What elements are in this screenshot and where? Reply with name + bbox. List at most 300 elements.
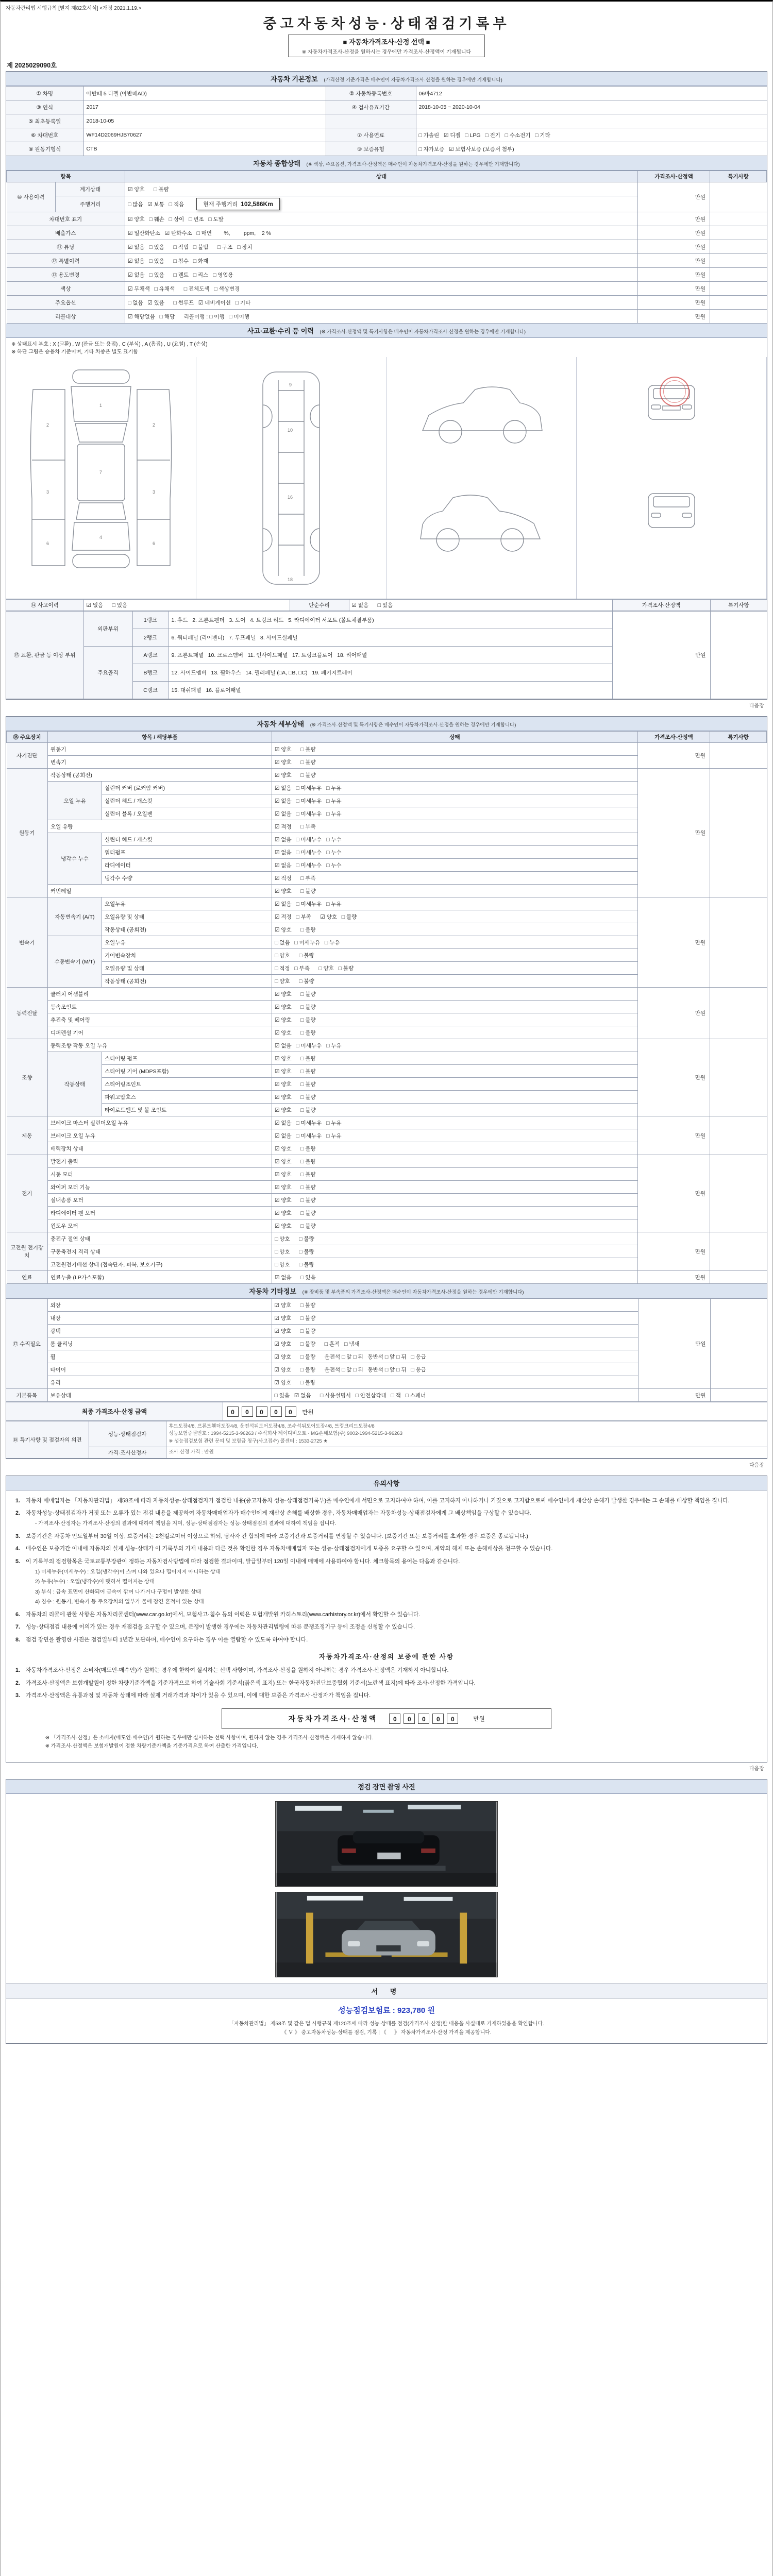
state-value: □ 양호 □ 불량 [272, 975, 638, 988]
price-value: 만원 [638, 1299, 710, 1389]
section-accident-history [6, 324, 767, 338]
accident-history-table [6, 599, 767, 611]
part-label: 오일 유량 [48, 820, 272, 833]
price-value: 만원 [638, 182, 710, 212]
item-label: 리콜대상 [7, 310, 125, 324]
notice-item [15, 1666, 758, 1675]
state-value: ☑ 양호 □ 불량 [272, 885, 638, 897]
rank-items: 15. 대쉬패널 16. 플로어패널 [169, 682, 612, 699]
part-label: 룸 클리닝 [47, 1337, 272, 1350]
column-header-price: 가격조사·산정액 [638, 171, 710, 182]
part-label: 커먼레일 [48, 885, 272, 897]
field-label: ⑧ 원동기형식 [6, 142, 83, 156]
item-label: 주행거리 [56, 196, 125, 212]
note-value [710, 268, 767, 282]
state-value: □ 없음 □ 미세누유 □ 누유 [272, 936, 638, 949]
part-label: 시동 모터 [48, 1168, 272, 1181]
section-basic-info [6, 72, 767, 86]
field-label: ④ 검사유효기간 [326, 100, 416, 114]
notice-text: 가격조사·산정액은 보험개발원이 정한 차량기준가액을 기준가격으로 하여 기술사회 기준서(붉은색 표지) 또는 한국자동차진단보증협회 기준서(노란색 표지)에 따라 조사·산정한 가격입니다. [26, 1680, 476, 1686]
final-price-table [6, 1402, 767, 1421]
accident-history-label: ⑭ 사고이력 [6, 600, 83, 611]
state-value: ☑ 양호 □ 불량 [272, 1155, 638, 1168]
notice-item [15, 1497, 758, 1505]
section-title: 자동차 기타정보 [249, 1287, 297, 1295]
price-digit: 0 [432, 1714, 444, 1724]
block-notices [6, 1476, 767, 1762]
subgroup-label: 오일 누유 [48, 782, 102, 820]
part-label: 광택 [47, 1325, 272, 1337]
price-digit: 0 [418, 1714, 429, 1724]
note-value [710, 296, 767, 310]
section-note: (※ 장비품 및 부속품의 가격조사·산정액은 매수인이 자동차가격조사·산정을 원하는 경우에만 기재합니다) [302, 1290, 524, 1295]
part-label: 기어변속장치 [102, 949, 272, 962]
odometer-value: 102,586Km [241, 200, 273, 208]
state-value: □ 양호 □ 불량 [272, 1232, 638, 1245]
state-value: ☑ 양호 □ 불량 [272, 1207, 638, 1219]
notice-text: 자동차 매매업자는 「자동차관리법」 제58조에 따라 자동차성능·상태점검자가 점검한 내용(중고자동차 성능·상태점검기록부)을 매수인에게 서면으로 고지하여야 하며, 이를 고지하지 아니하거나 거짓으로 고지함으로써 매수인에게 재산상 손해가 발생한 경우에는 그 손해를 배상할 책임을 집니다. [26, 1497, 730, 1504]
svg-text:2: 2 [46, 422, 49, 428]
part-label: 실린더 커버 (로커암 커버) [102, 782, 272, 794]
section-note: (※ 가격조사·산정액 및 특기사항은 매수인이 자동차가격조사·산정을 원하는 경우에만 기재합니다) [320, 329, 526, 335]
svg-text:1: 1 [99, 402, 103, 408]
remarks-label: ⑱ 특기사항 및 점검자의 의견 [6, 1421, 89, 1459]
state-value: ☑ 없음 □ 미세누유 □ 누유 [272, 807, 638, 820]
state-value: ☑ 양호 □ 불량 [272, 1104, 638, 1116]
note-value [710, 1039, 767, 1116]
note-value [710, 769, 767, 897]
state-value: ☑ 양호 □ 불량 [272, 1312, 638, 1325]
notice-item [15, 1545, 758, 1553]
field-value: 2018-10-05 ~ 2020-10-04 [416, 100, 767, 114]
state-value: ☑ 없음 □ 미세누유 □ 누유 [272, 782, 638, 794]
note-value [710, 282, 767, 296]
remarks-line: 성능보험증권번호 : 1994-5215-3-96263 / 주식회사 제이디비오토 · MG손해보험(주) 9002-1994-5215-3-96263 [169, 1431, 402, 1437]
price-value: 만원 [638, 268, 710, 282]
column-header-device: ⑯ 주요장치 [7, 732, 48, 743]
state-value: ☑ 없음 □ 있음 □ 침수 □ 화재 [125, 254, 638, 268]
rank-label: C랭크 [132, 682, 169, 699]
car-side-view-icon [414, 365, 548, 591]
state-value: ☑ 없음 □ 미세누유 □ 누유 [272, 897, 638, 910]
diagram-side-views [386, 357, 577, 599]
rank-items: 9. 프론트패널 10. 크로스멤버 11. 인사이드패널 17. 트렁크플로어 18. 리어패널 [169, 647, 612, 664]
device-label: 원동기 [7, 769, 48, 897]
notice-text: 점검 장면을 촬영한 사진은 점검일부터 1년간 보관하며, 매수인이 요구하는 경우 이를 열람할 수 있도록 하여야 합니다. [26, 1637, 308, 1643]
price-value: 만원 [638, 1271, 710, 1284]
item-label: 차대번호 표기 [7, 212, 125, 226]
simple-repair-label: 단순수리 [290, 600, 349, 611]
notice-number: 3. [15, 1692, 21, 1699]
part-label: 실린더 헤드 / 개스킷 [102, 833, 272, 846]
next-page-label: 다음장 [749, 1766, 764, 1772]
price-digit: 0 [227, 1406, 239, 1417]
field-label: ⑦ 사용연료 [326, 128, 416, 142]
state-value: ☑ 양호 □ 불량 [272, 743, 638, 756]
subgroup-label: 냉각수 누수 [48, 833, 102, 885]
accident-history-value: ☑ 없음 □ 있음 [83, 600, 290, 611]
inspection-photo-1 [275, 1801, 498, 1887]
odometer-box: 현재 주행거리 102,586Km [196, 198, 280, 210]
part-label: 휠 [47, 1350, 272, 1363]
state-value: ☑ 양호 □ 불량 [272, 1026, 638, 1039]
car-top-view-unfolded-icon [24, 365, 178, 591]
notice-list [15, 1497, 758, 1645]
state-value: □ 있음 ☑ 없음 □ 사용설명서 □ 안전삼각대 □ 잭 □ 스패너 [272, 1389, 638, 1402]
state-value: ☑ 양호 □ 불량 [272, 1142, 638, 1155]
section-title: 자동차 기본정보 [271, 75, 318, 83]
part-label: 스티어링조인트 [102, 1078, 272, 1091]
note-value [710, 743, 767, 769]
remarks-line: 조사·산정 가격 : 만원 [169, 1449, 214, 1455]
part-label: 추진축 및 베어링 [48, 1013, 272, 1026]
notice-number: 1. [15, 1497, 21, 1504]
block-detail-condition [6, 716, 767, 1459]
document-title: 중고자동차성능·상태점검기록부 [263, 16, 510, 31]
device-label: ⑰ 수리필요 [6, 1299, 47, 1389]
notice-text: 자동차성능·상태점검자가 거짓 또는 오류가 있는 점검 내용을 제공하여 자동차매매업자가 매수인에게 재산상 손해를 배상한 경우, 자동차매매업자는 자동차성능·상태점검자에게 그 배상책임을 구상할 수 있습니다. [26, 1510, 531, 1517]
final-price-value [223, 1402, 767, 1421]
item-label: 배출가스 [7, 226, 125, 240]
section-photos [6, 1780, 767, 1794]
part-label: 오일누유 [102, 936, 272, 949]
next-page-label: 다음장 [749, 1462, 764, 1468]
state-value: ☑ 없음 □ 미세누유 □ 누유 [272, 1129, 638, 1142]
part-label: 작동상태 (공회전) [102, 975, 272, 988]
state-value: ☑ 양호 □ 불량 [272, 1194, 638, 1207]
notice-number: 1. [15, 1667, 21, 1673]
final-price-label: 최종 가격조사·산정 금액 [6, 1402, 223, 1421]
field-label: ⑥ 차대번호 [6, 128, 83, 142]
price-value: 만원 [638, 743, 710, 769]
state-value: ☑ 양호 □ 불량 [272, 769, 638, 782]
price-value: 만원 [638, 240, 710, 254]
state-value: ☑ 양호 □ 불량 [272, 1376, 638, 1389]
notice-number: 2. [15, 1510, 21, 1517]
svg-text:6: 6 [46, 540, 49, 546]
note-value [710, 1232, 767, 1271]
notice-item [15, 1611, 758, 1619]
part-label: 실내송풍 모터 [48, 1194, 272, 1207]
confirm-line-1: 「자동차관리법」 제58조 및 같은 법 시행규칙 제120조에 따라 성능·상태를 점검(가격조사·산정)한 내용을 사실대로 기재하였음을 확인합니다. [228, 2021, 544, 2027]
column-header-item: 항목 / 해당부품 [48, 732, 272, 743]
part-label: 브레이크 마스터 실린더오일 누유 [48, 1116, 272, 1129]
parts-section-label: ⑮ 교환, 판금 등 이상 부위 [6, 612, 83, 699]
state-value: □ 많음 ☑ 보통 □ 적음 현재 주행거리 102,586Km [125, 196, 638, 212]
device-label: 연료 [7, 1271, 48, 1284]
svg-text:3: 3 [46, 489, 49, 495]
diagram-body-panels [6, 357, 196, 599]
price-value: 만원 [638, 769, 710, 897]
price-box-note-line: ※ 「가격조사·산정」은 소비자(매도인·매수인)가 원하는 경우에만 실시하는 선택 사항이며, 원하지 않는 경우 가격조사·산정액은 기재하지 않습니다. [45, 1735, 374, 1741]
simple-repair-value: ☑ 없음 □ 있음 [349, 600, 612, 611]
price-box-note-line: ※ 가격조사·산정액은 보험개발원이 정한 차량기준가액을 기준가격으로 하여 산출한 가격입니다. [45, 1743, 259, 1750]
notice-number: 5. [15, 1558, 21, 1565]
column-header-note: 특기사항 [710, 732, 767, 743]
subgroup-label: 수동변속기 (M/T) [48, 936, 102, 988]
part-label: 고전원전기배선 상태 (접속단자, 피복, 보호기구) [48, 1258, 272, 1271]
next-page-label: 다음장 [749, 703, 764, 709]
state-value: ☑ 양호 □ 불량 [272, 1065, 638, 1078]
state-value: ☑ 양호 □ 불량 [272, 1078, 638, 1091]
svg-text:10: 10 [288, 427, 293, 433]
item-label: 계기상태 [56, 182, 125, 196]
column-header-state: 상태 [272, 732, 638, 743]
price-value: 만원 [638, 1039, 710, 1116]
note-value [710, 612, 767, 699]
detail-condition-table [6, 731, 767, 1284]
note-value [710, 310, 767, 324]
section-title: 자동차 세부상태 [257, 720, 305, 728]
state-mark-legend [6, 338, 767, 357]
device-label: 자기진단 [7, 743, 48, 769]
price-assessment-box [222, 1708, 551, 1729]
part-label: 파워고압호스 [102, 1091, 272, 1104]
notice-item [15, 1691, 758, 1700]
field-value [416, 114, 767, 128]
part-label: 윈도우 모터 [48, 1219, 272, 1232]
photo-wrap [6, 1794, 767, 1984]
exchange-repair-parts-table [6, 611, 767, 699]
part-label: 배력장치 상태 [48, 1142, 272, 1155]
part-label: 클러치 어셈블리 [48, 988, 272, 1001]
price-digit: 0 [285, 1406, 296, 1417]
price-box-unit: 만원 [473, 1716, 485, 1723]
note-value [710, 1155, 767, 1232]
final-price-unit: 만원 [302, 1409, 314, 1416]
field-value: CTB [83, 142, 326, 156]
part-label: 타이어 [47, 1363, 272, 1376]
section-note: (※ 색상, 주요옵션, 가격조사·산정액은 매수인이 자동차가격조사·산정을 원하는 경우에만 기재합니다) [306, 162, 520, 167]
part-label: 브레이크 오일 누유 [48, 1129, 272, 1142]
state-value: □ 없음 ☑ 있음 □ 썬루프 ☑ 네비게이션 □ 기타 [125, 296, 638, 310]
block-photos-signature [6, 1779, 767, 2044]
item-label: ⑪ 튜닝 [7, 240, 125, 254]
notice-number: 6. [15, 1611, 21, 1618]
overall-condition-table [6, 171, 767, 324]
price-value: 만원 [638, 1389, 710, 1402]
remarks-content [166, 1447, 767, 1458]
state-value: ☑ 양호 □ 불량 [272, 1168, 638, 1181]
state-value: ☑ 없음 □ 있음 □ 렌트 □ 리스 □ 영업용 [125, 268, 638, 282]
part-label: 라디에이터 팬 모터 [48, 1207, 272, 1219]
notice-number: 3. [15, 1533, 21, 1539]
note-value [710, 897, 767, 988]
state-value: ☑ 양호 □ 불량 [272, 923, 638, 936]
state-value: □ 양호 □ 불량 [272, 1245, 638, 1258]
section-detail-condition [6, 717, 767, 731]
state-value: ☑ 적정 □ 부족 [272, 872, 638, 885]
note-value [710, 1389, 767, 1402]
section-overall-condition [6, 156, 767, 171]
outer-panel-label: 외판부위 [83, 612, 132, 647]
notice-text: 가격조사·산정액은 유통과정 및 자동차 상태에 따라 실제 거래가격과 차이가 있을 수 있으며, 이에 대한 보증은 가격조사·산정자가 책임을 집니다. [26, 1692, 371, 1699]
price-box-label: 자동차가격조사·산정액 [288, 1715, 378, 1723]
inspection-photo-2 [275, 1892, 498, 1977]
field-value: 2017 [83, 100, 326, 114]
price-value: 만원 [638, 988, 710, 1039]
rank-items: 12. 사이드멤버 13. 휠하우스 14. 필러패널 (□A, □B, □C) 19. 패키지트레이 [169, 664, 612, 682]
state-value: ☑ 양호 □ 불량 [272, 1052, 638, 1065]
section-title: 사고·교환·수리 등 이력 [247, 327, 314, 335]
notice-number: 4. [15, 1546, 21, 1552]
column-header-state: 상태 [125, 171, 638, 182]
part-label: 와이퍼 모터 기능 [48, 1181, 272, 1194]
section-etc-info [6, 1284, 767, 1298]
guarantee-title: 자동차가격조사·산정의 보증에 관한 사항 [319, 1653, 454, 1660]
state-value: ☑ 없음 □ 미세누수 □ 누수 [272, 846, 638, 859]
note-value [710, 226, 767, 240]
final-price-digits [226, 1410, 298, 1416]
subtitle-box [288, 35, 485, 57]
price-digit: 0 [389, 1714, 400, 1724]
note-value [710, 182, 767, 212]
part-label: 타이로드엔드 및 볼 조인트 [102, 1104, 272, 1116]
state-value: ☑ 양호 □ 불량 운전석 □ 앞 □ 뒤 동반석 □ 앞 □ 뒤 □ 응급 [272, 1350, 638, 1363]
state-value: ☑ 양호 □ 불량 □ 흔적 □ 냄새 [272, 1337, 638, 1350]
section-title: 유의사항 [373, 1479, 400, 1487]
section-title: 점검 장면 촬영 사진 [358, 1783, 415, 1791]
field-label [326, 114, 416, 128]
premium-label: 성능점검보험료 : [338, 2006, 395, 2015]
state-value: ☑ 없음 □ 있음 □ 적법 □ 불법 □ 구조 □ 장치 [125, 240, 638, 254]
note-value [710, 1299, 767, 1389]
part-label: 충전구 절연 상태 [48, 1232, 272, 1245]
price-column-header: 가격조사·산정액 [612, 600, 710, 611]
rank-label: B랭크 [132, 664, 169, 682]
part-label: 유리 [47, 1376, 272, 1389]
device-label: 조향 [7, 1039, 48, 1116]
item-label: ⑬ 용도변경 [7, 268, 125, 282]
note-column-header: 특기사항 [710, 600, 767, 611]
block-main-info [6, 71, 767, 700]
part-label: 실린더 블록 / 오일팬 [102, 807, 272, 820]
price-box-notes [45, 1734, 728, 1751]
basic-info-table [6, 86, 767, 156]
state-value: ☑ 없음 □ 미세누수 □ 누수 [272, 859, 638, 872]
state-value: □ 적정 □ 부족 □ 양호 □ 불량 [272, 962, 638, 975]
notice-item [15, 1636, 758, 1645]
part-label: 발전기 출력 [48, 1155, 272, 1168]
state-value: ☑ 양호 □ 불량 [272, 1325, 638, 1337]
remarks-author-label: 성능·상태점검자 [89, 1421, 166, 1447]
field-value: 2018-10-05 [83, 114, 326, 128]
column-header-item: 항목 [7, 171, 125, 182]
remarks-table [6, 1421, 767, 1459]
state-value: ☑ 양호 □ 불량 [272, 1013, 638, 1026]
price-value: 만원 [638, 1232, 710, 1271]
notice-item [15, 1679, 758, 1688]
field-label: ③ 연식 [6, 100, 83, 114]
state-value: ☑ 양호 □ 불량 [272, 1219, 638, 1232]
price-value: 만원 [638, 282, 710, 296]
part-label: 워터펌프 [102, 846, 272, 859]
car-frame-view-icon [234, 365, 348, 591]
column-header-note: 특기사항 [710, 171, 767, 182]
state-value: ☑ 양호 □ 훼손 □ 상이 □ 변조 □ 도말 [125, 212, 638, 226]
state-value: ☑ 적정 □ 부족 ☑ 양호 □ 불량 [272, 910, 638, 923]
field-label: ⑤ 최초등록일 [6, 114, 83, 128]
field-value: 06바4712 [416, 87, 767, 100]
subgroup-label: 자동변속기 (A/T) [48, 897, 102, 936]
etc-info-table [6, 1298, 767, 1402]
part-label: 보유상태 [47, 1389, 272, 1402]
svg-text:3: 3 [153, 489, 156, 495]
state-value: ☑ 양호 □ 불량 [272, 1299, 638, 1312]
part-label: 구동축전지 격리 상태 [48, 1245, 272, 1258]
state-value: ☑ 양호 □ 불량 [272, 1091, 638, 1104]
price-digit: 0 [404, 1714, 415, 1724]
confirm-line-2: 《 Ｖ 》 중고자동차성능·상태를 점검, 기록 | 《 》 자동차가격조사·산정 가격을 제공합니다. [281, 2030, 492, 2036]
note-value [710, 240, 767, 254]
price-value: 만원 [638, 897, 710, 988]
note-value [710, 1271, 767, 1284]
note-value [710, 212, 767, 226]
price-value: 만원 [638, 254, 710, 268]
subtitle-note: ※ 자동차가격조사·산정을 원하시는 경우에만 가격조사·산정액이 기재됩니다 [301, 49, 472, 55]
confirmation-text [6, 2020, 767, 2043]
part-label: 실린더 헤드 / 개스킷 [102, 794, 272, 807]
section-note: (가격산정 기준가격은 매수인이 자동차가격조사·산정을 원하는 경우에만 기재합니다) [324, 77, 502, 83]
part-label: 원동기 [48, 743, 272, 756]
notice-text: 자동차의 리콜에 관한 사항은 자동차리콜센터(www.car.go.kr)에서, 보험사고·침수 등의 이력은 보험개발원 카히스토리(www.carhistory.or.kr)에서 확인할 수 있습니다. [26, 1611, 421, 1618]
device-label: 기본품목 [6, 1389, 47, 1402]
note-value [710, 1116, 767, 1155]
field-value: WF14D2069HJB70627 [83, 128, 326, 142]
notice-number: 8. [15, 1637, 21, 1643]
state-value: ☑ 양호 □ 불량 [272, 756, 638, 769]
part-label: 작동상태 (공회전) [102, 923, 272, 936]
item-label: 색상 [7, 282, 125, 296]
state-value: ☑ 무채색 □ 유채색 □ 전체도색 □ 색상변경 [125, 282, 638, 296]
price-value: 만원 [612, 612, 710, 699]
remarks-author-label: 가격·조사산정자 [89, 1447, 166, 1458]
price-value: 만원 [638, 1155, 710, 1232]
field-label: ⑨ 보증유형 [326, 142, 416, 156]
part-label: 외장 [47, 1299, 272, 1312]
remarks-content [166, 1421, 767, 1447]
device-label: 전기 [7, 1155, 48, 1232]
document-number: 제 2025029090호 [7, 62, 57, 69]
price-digit: 0 [242, 1406, 253, 1417]
rank-label: A랭크 [132, 647, 169, 664]
svg-text:6: 6 [153, 540, 156, 546]
field-value: □ 가솔린 ☑ 디젤 □ LPG □ 전기 □ 수소전기 □ 기타 [416, 128, 767, 142]
svg-text:16: 16 [288, 494, 293, 500]
state-value: ☑ 해당없음 □ 해당 리콜이행 : □ 이행 □ 미이행 [125, 310, 638, 324]
price-box-digits [388, 1714, 460, 1724]
note-value [710, 254, 767, 268]
remarks-line: ※ 성능점검보험 관련 문의 및 보험금 청구(사고접수) 콜센터 : 1533-2725 ★ [169, 1438, 328, 1444]
price-digit: 0 [447, 1714, 458, 1724]
rank-items: 1. 후드 2. 프론트펜더 3. 도어 4. 트렁크 리드 5. 라디에이터 서포트 (볼트체결부품) [169, 612, 612, 629]
notice-number: 7. [15, 1624, 21, 1631]
svg-text:2: 2 [153, 422, 156, 428]
part-label: 오일유량 및 상태 [102, 962, 272, 975]
part-label: 연료누출 (LP가스포함) [48, 1271, 272, 1284]
notice-item [15, 1532, 758, 1541]
subgroup-label: 작동상태 [48, 1052, 102, 1116]
notice-text: 이 기록부의 점검항목은 국토교통부장관이 정하는 자동차검사방법에 따라 점검한 결과이며, 발급일부터 120일 이내에 매매에 사용하여야 합니다. 체크항목의 용어는 다음과 같습니다. [26, 1558, 460, 1565]
diagram-underbody-frame [196, 357, 386, 599]
notice-text: 자동차가격조사·산정은 소비자(매도인·매수인)가 원하는 경우에 한하여 실시하는 선택 사항이며, 가격조사·산정을 원하지 아니하는 경우 가격조사·산정액은 기재하지 아니합니다. [26, 1667, 449, 1673]
inspection-premium [6, 2005, 767, 2015]
notice-number: 2. [15, 1680, 21, 1686]
state-value: ☑ 양호 □ 불량 [272, 1181, 638, 1194]
legend-line-2: ※ 하단 그림은 승용차 기준이며, 기타 차종은 별도 표기함 [11, 349, 138, 355]
state-value: ☑ 일산화탄소 ☑ 탄화수소 □ 매연 %, ppm, 2 % [125, 226, 638, 240]
note-value [710, 988, 767, 1039]
